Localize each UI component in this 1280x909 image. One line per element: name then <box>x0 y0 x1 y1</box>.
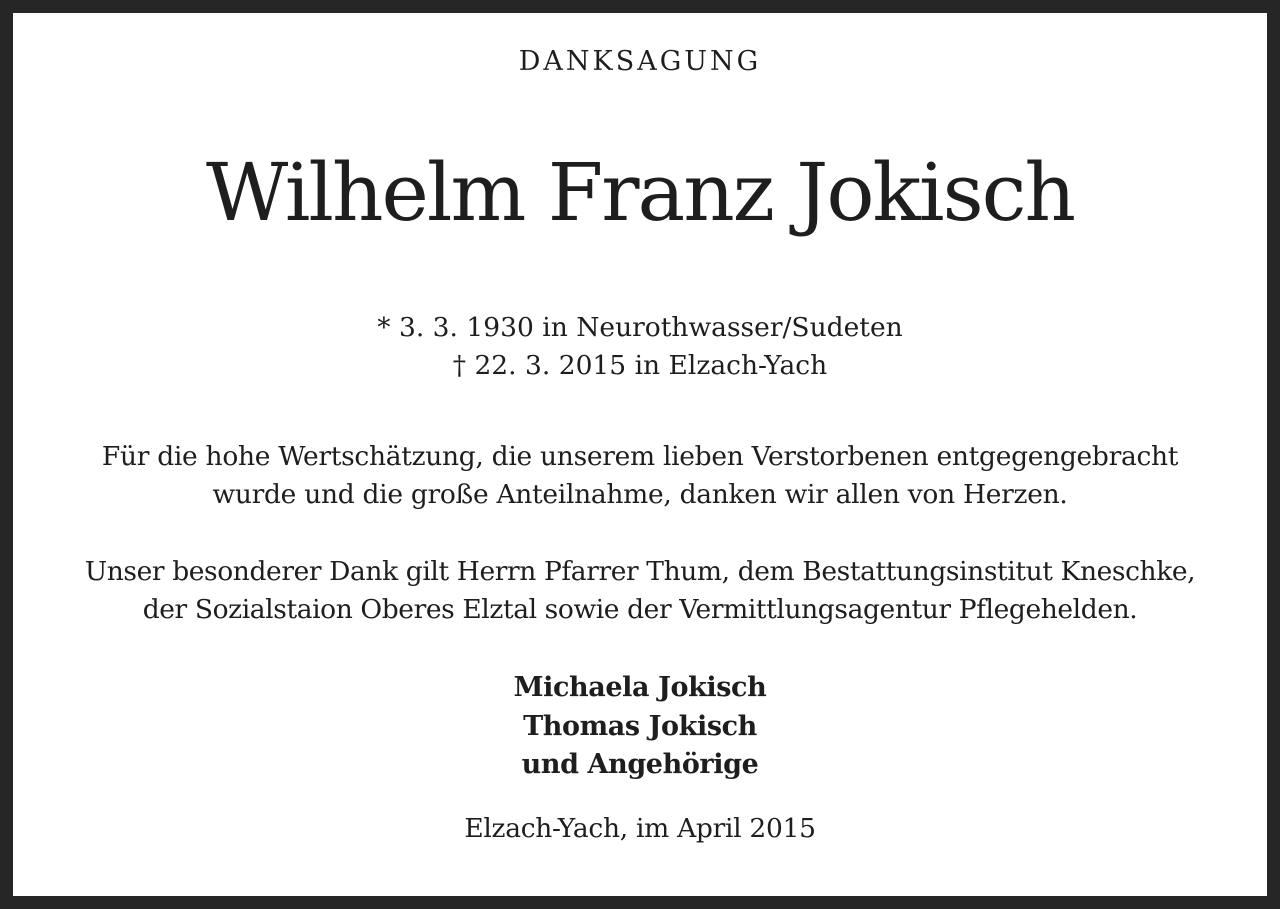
deceased-name: Wilhelm Franz Jokisch <box>206 146 1074 239</box>
special-thanks-line: Unser besonderer Dank gilt Herrn Pfarrer Thum, dem Bestattungsinstitut Kneschke, <box>84 556 1196 587</box>
signers-block <box>13 669 1267 785</box>
place-and-date: Elzach-Yach, im April 2015 <box>464 813 816 844</box>
thanks-paragraph-line: wurde und die große Anteilnahme, danken wir allen von Herzen. <box>212 479 1068 510</box>
signer-name: Michaela Jokisch <box>513 672 767 703</box>
life-dates <box>13 309 1267 385</box>
death-line: † 22. 3. 2015 in Elzach-Yach <box>452 350 828 381</box>
signer-name: Thomas Jokisch <box>523 710 757 742</box>
birth-line: * 3. 3. 1930 in Neurothwasser/Sudeten <box>377 312 903 343</box>
special-thanks-line: der Sozialstaion Oberes Elztal sowie der Vermittlungsagentur Pflegehelden. <box>142 594 1138 625</box>
notice-heading: DANKSAGUNG <box>518 46 762 77</box>
thanks-paragraph <box>13 438 1267 514</box>
thanks-paragraph-line: Für die hohe Wertschätzung, die unserem lieben Verstorbenen entgegengebracht <box>101 441 1179 472</box>
special-thanks-paragraph <box>13 553 1267 629</box>
signer-relatives: und Angehörige <box>521 749 759 780</box>
